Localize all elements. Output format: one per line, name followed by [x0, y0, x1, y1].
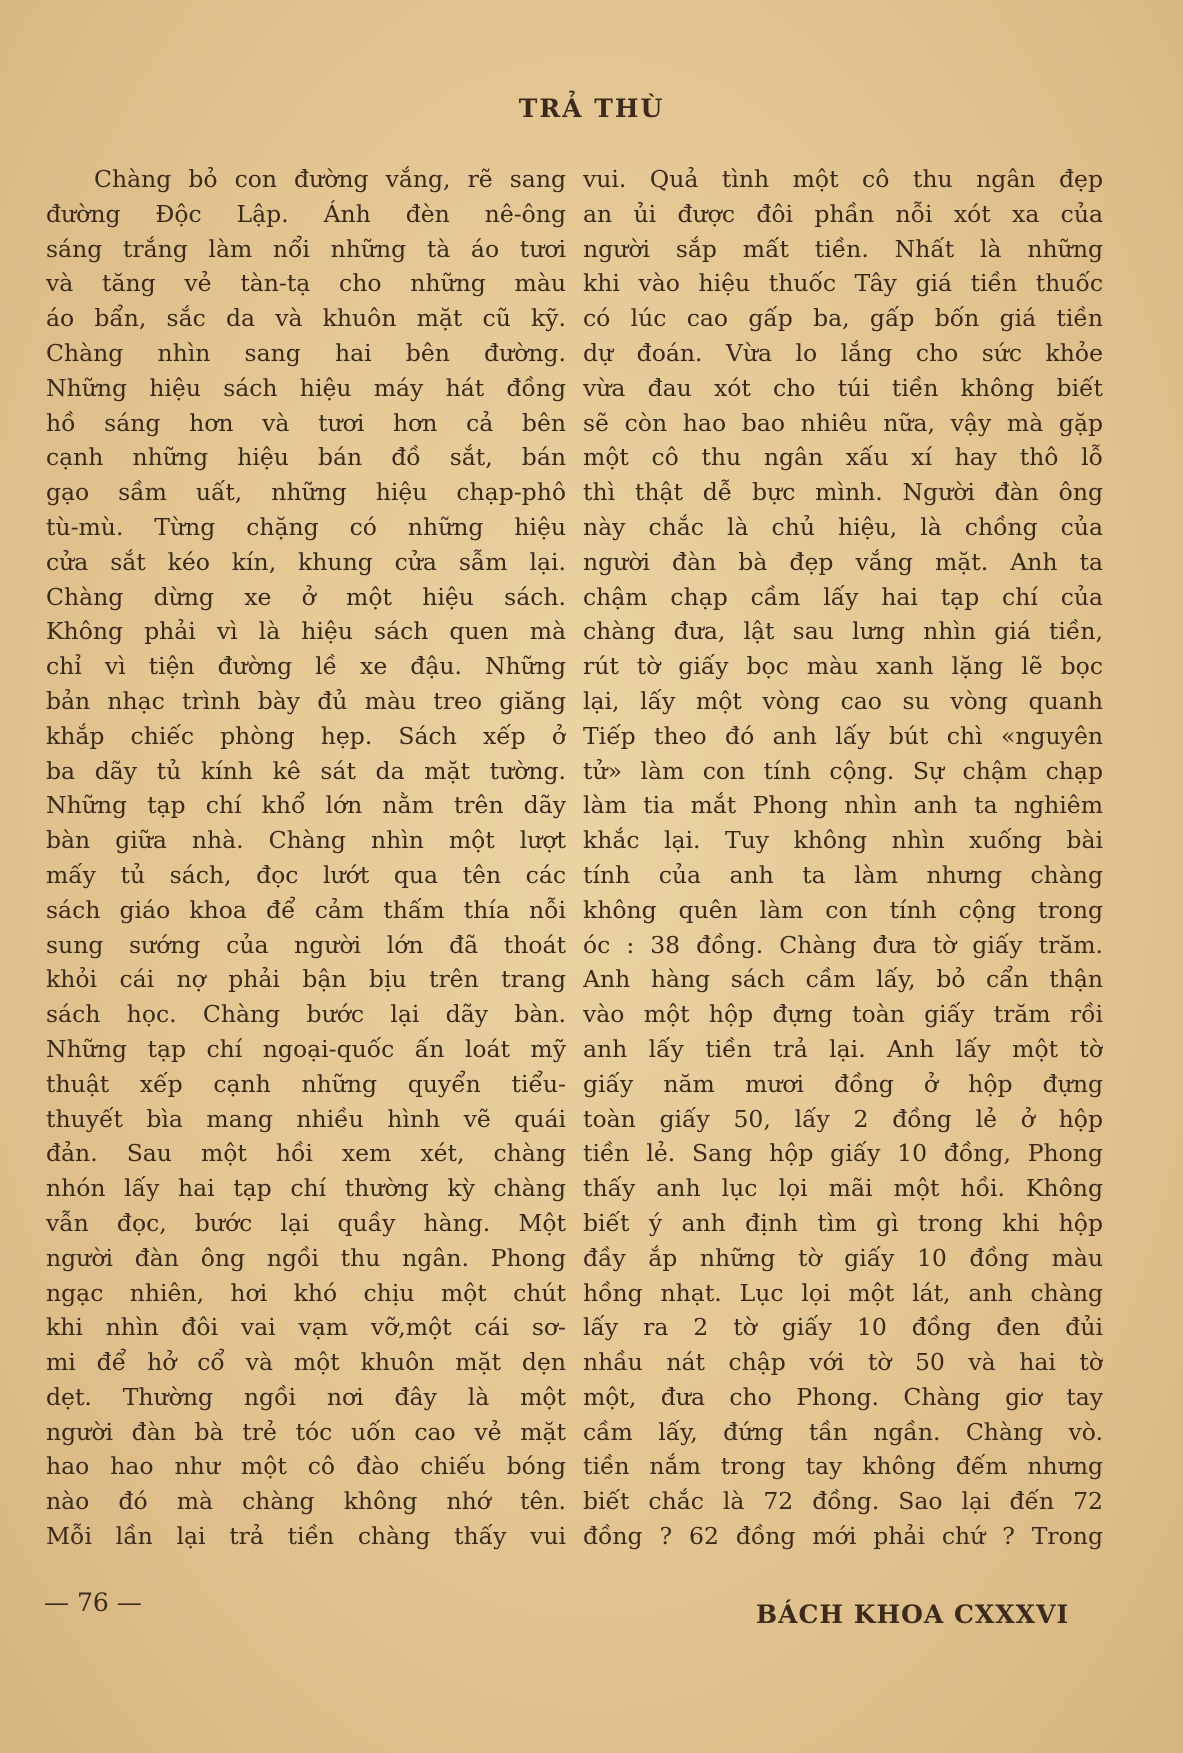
text-line: biết ý anh định tìm gì trong khi hộp [583, 1208, 1103, 1237]
text-line: chậm chạp cầm lấy hai tạp chí của [583, 582, 1103, 611]
text-line: Chàng dừng xe ở một hiệu sách. [46, 582, 566, 611]
text-line: Chàng nhìn sang hai bên đường. [46, 338, 566, 367]
text-line: chàng đưa, lật sau lưng nhìn giá tiền, [583, 617, 1103, 646]
text-line: người đàn bà trẻ tóc uốn cao vẻ mặt [46, 1417, 566, 1446]
text-line: tiền lẻ. Sang hộp giấy 10 đồng, Phong [583, 1139, 1103, 1168]
text-line: áo bẩn, sắc da và khuôn mặt cũ kỹ. [46, 304, 566, 333]
text-line: dự đoán. Vừa lo lắng cho sức khỏe [583, 338, 1103, 367]
text-line: lấy ra 2 tờ giấy 10 đồng đen đủi [583, 1313, 1103, 1342]
text-line: sung sướng của người lớn đã thoát [46, 930, 566, 959]
text-line: một cô thu ngân xấu xí hay thô lỗ [583, 443, 1103, 472]
text-line: làm tia mắt Phong nhìn anh ta nghiêm [583, 791, 1103, 820]
text-line: chỉ vì tiện đường lề xe đậu. Những [46, 652, 566, 681]
text-line: Mỗi lần lại trả tiền chàng thấy vui [46, 1522, 566, 1551]
text-line: đầy ắp những tờ giấy 10 đồng màu [583, 1243, 1103, 1272]
text-line: thuật xếp cạnh những quyển tiểu- [46, 1069, 566, 1098]
text-line: đồng ? 62 đồng mới phải chứ ? Trong [583, 1522, 1103, 1551]
text-line: Những tạp chí ngoại-quốc ấn loát mỹ [46, 1034, 566, 1063]
running-title: TRẢ THÙ [518, 94, 665, 123]
text-line: rút tờ giấy bọc màu xanh lặng lẽ bọc [583, 652, 1103, 681]
text-line: sách học. Chàng bước lại dãy bàn. [46, 1000, 566, 1029]
text-line: người sắp mất tiền. Nhất là những [583, 234, 1103, 263]
text-line: hồng nhạt. Lục lọi một lát, anh chàng [583, 1278, 1103, 1307]
text-line: không quên làm con tính cộng trong [583, 895, 1103, 924]
text-line: tử» làm con tính cộng. Sự chậm chạp [583, 756, 1103, 785]
text-line: Anh hàng sách cầm lấy, bỏ cẩn thận [583, 965, 1103, 994]
text-line: vẫn đọc, bước lại quầy hàng. Một [46, 1208, 566, 1237]
text-line: khi nhìn đôi vai vạm vỡ,một cái sơ- [46, 1313, 566, 1342]
text-line: ba dãy tủ kính kê sát da mặt tường. [46, 756, 566, 785]
text-line: đường Độc Lập. Ánh đèn nê-ông [46, 199, 566, 228]
text-line: tính của anh ta làm nhưng chàng [583, 860, 1103, 889]
left-text-column [46, 162, 566, 1554]
text-line: tù-mù. Từng chặng có những hiệu [46, 512, 566, 541]
text-line: nhón lấy hai tạp chí thường kỳ chàng [46, 1174, 566, 1203]
text-line: thấy anh lục lọi mãi một hồi. Không [583, 1174, 1103, 1203]
text-line: khi vào hiệu thuốc Tây giá tiền thuốc [583, 269, 1103, 298]
text-line: ngạc nhiên, hơi khó chịu một chút [46, 1278, 566, 1307]
text-line: người đàn ông ngồi thu ngân. Phong [46, 1243, 566, 1272]
text-line: người đàn bà đẹp vắng mặt. Anh ta [583, 547, 1103, 576]
text-line: óc : 38 đồng. Chàng đưa tờ giấy trăm. [583, 930, 1103, 959]
text-line: thì thật dễ bực mình. Người đàn ông [583, 478, 1103, 507]
text-line: mi để hở cổ và một khuôn mặt dẹn [46, 1348, 566, 1377]
text-line: cửa sắt kéo kín, khung cửa sẫm lại. [46, 547, 566, 576]
text-line: khắp chiếc phòng hẹp. Sách xếp ở [46, 721, 566, 750]
text-line: cạnh những hiệu bán đồ sắt, bán [46, 443, 566, 472]
text-line: một, đưa cho Phong. Chàng giơ tay [583, 1382, 1103, 1411]
text-line: dẹt. Thường ngồi nơi đây là một [46, 1382, 566, 1411]
text-line: nhầu nát chập với tờ 50 và hai tờ [583, 1348, 1103, 1377]
text-line: thuyết bìa mang nhiều hình vẽ quái [46, 1104, 566, 1133]
text-line: bàn giữa nhà. Chàng nhìn một lượt [46, 826, 566, 855]
text-line: anh lấy tiền trả lại. Anh lấy một tờ [583, 1034, 1103, 1063]
magazine-title: BÁCH KHOA CXXXVI [756, 1600, 1070, 1629]
text-line: gạo sầm uất, những hiệu chạp-phô [46, 478, 566, 507]
text-line: Những tạp chí khổ lớn nằm trên dãy [46, 791, 566, 820]
text-line: vào một hộp đựng toàn giấy trăm rồi [583, 1000, 1103, 1029]
page-number: — 76 — [44, 1588, 142, 1617]
text-line: có lúc cao gấp ba, gấp bốn giá tiền [583, 304, 1103, 333]
text-line: khắc lại. Tuy không nhìn xuống bài [583, 826, 1103, 855]
text-line: sáng trắng làm nổi những tà áo tươi [46, 234, 566, 263]
text-line: vừa đau xót cho túi tiền không biết [583, 373, 1103, 402]
text-line: Tiếp theo đó anh lấy bút chì «nguyên [583, 721, 1103, 750]
text-line: sách giáo khoa để cảm thấm thía nỗi [46, 895, 566, 924]
text-line: hồ sáng hơn và tươi hơn cả bên [46, 408, 566, 437]
text-line: Những hiệu sách hiệu máy hát đồng [46, 373, 566, 402]
text-line: đản. Sau một hồi xem xét, chàng [46, 1139, 566, 1168]
text-line: biết chắc là 72 đồng. Sao lại đến 72 [583, 1487, 1103, 1516]
text-line: này chắc là chủ hiệu, là chồng của [583, 512, 1103, 541]
text-line: lại, lấy một vòng cao su vòng quanh [583, 686, 1103, 715]
text-line: mấy tủ sách, đọc lướt qua tên các [46, 860, 566, 889]
text-line: khỏi cái nợ phải bận bịu trên trang [46, 965, 566, 994]
text-line: bản nhạc trình bày đủ màu treo giăng [46, 686, 566, 715]
text-line: giấy năm mươi đồng ở hộp đựng [583, 1069, 1103, 1098]
text-line: an ủi được đôi phần nỗi xót xa của [583, 199, 1103, 228]
text-line: và tăng vẻ tàn-tạ cho những màu [46, 269, 566, 298]
text-line: cầm lấy, đứng tần ngần. Chàng vò. [583, 1417, 1103, 1446]
right-text-column [583, 162, 1103, 1554]
text-line: hao hao như một cô đào chiếu bóng [46, 1452, 566, 1481]
text-line: Không phải vì là hiệu sách quen mà [46, 617, 566, 646]
text-line: Chàng bỏ con đường vắng, rẽ sang [94, 165, 566, 193]
text-line: tiền nắm trong tay không đếm nhưng [583, 1452, 1103, 1481]
text-line: nào đó mà chàng không nhớ tên. [46, 1487, 566, 1516]
text-line: vui. Quả tình một cô thu ngân đẹp [583, 165, 1103, 193]
text-line: toàn giấy 50, lấy 2 đồng lẻ ở hộp [583, 1104, 1103, 1133]
text-line: sẽ còn hao bao nhiêu nữa, vậy mà gặp [583, 408, 1103, 437]
